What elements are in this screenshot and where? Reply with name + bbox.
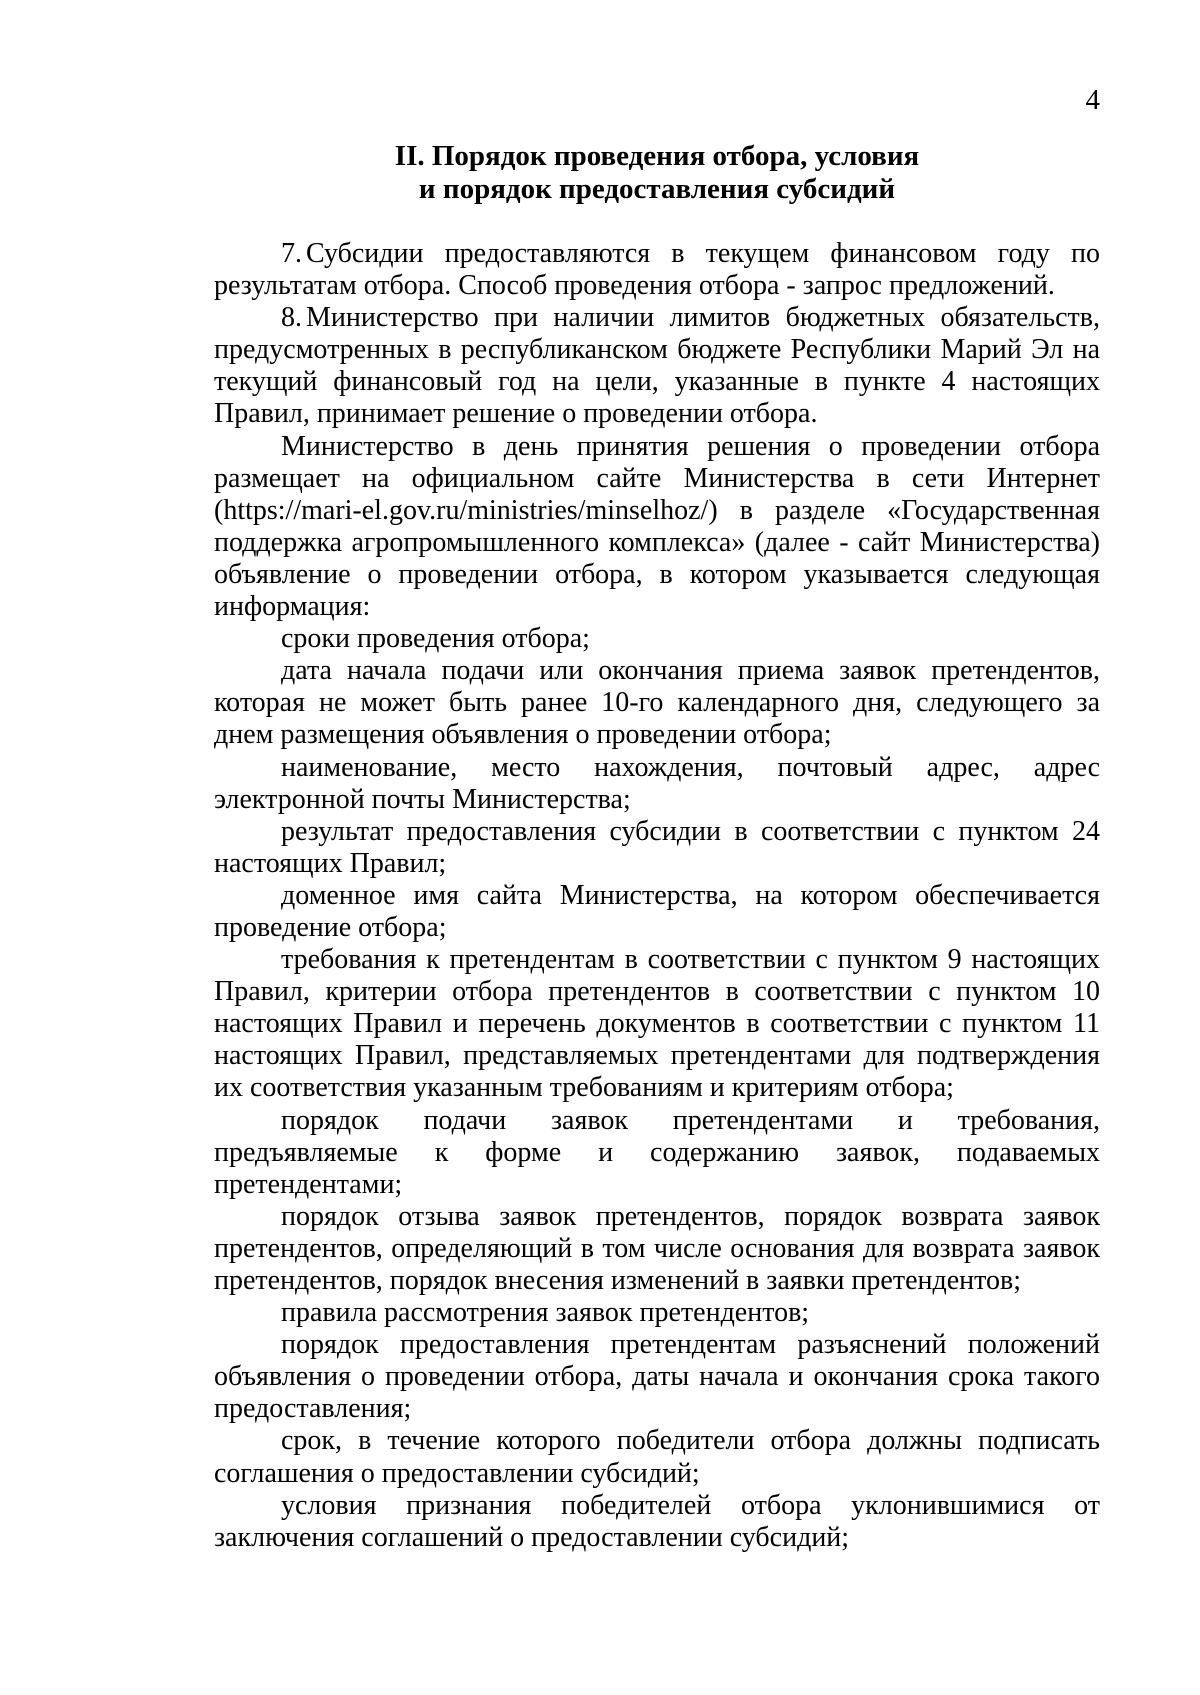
- list-item: условия признания победителей отбора уклонившимися от заключения соглашений о предоставлении субсидий;: [214, 1489, 1100, 1553]
- section-heading: [214, 140, 1100, 206]
- paragraph-text: Министерство при наличии лимитов бюджетных обязательств, предусмотренных в республиканском бюджете Республики Марий Эл на текущий финансовый год на цели, указанные в пункте 4 настоящих Правил, принимает решение о проведении отбора.: [214, 302, 1100, 430]
- list-item: порядок предоставления претендентам разъяснений положений объявления о проведении отбора, даты начала и окончания срока такого предоставления;: [214, 1329, 1100, 1425]
- paragraph-text: Субсидии предоставляются в текущем финансовом году по результатам отбора. Способ проведения отбора - запрос предложений.: [214, 238, 1100, 302]
- page-number: 4: [1085, 84, 1100, 116]
- list-item: требования к претендентам в соответствии с пунктом 9 настоящих Правил, критерии отбора претендентов в соответствии с пунктом 10 настоящих Правил и перечень документов в соответствии с пунктом 11 настоящих Правил, представляемых претендентами для подтверждения их соответствия указанным требованиям и критериям отбора;: [214, 944, 1100, 1104]
- list-item: правила рассмотрения заявок претендентов;: [281, 1297, 810, 1329]
- list-item: порядок подачи заявок претендентами и требования, предъявляемые к форме и содержанию заявок, подаваемых претендентами;: [214, 1104, 1100, 1200]
- list-item: доменное имя сайта Министерства, на котором обеспечивается проведение отбора;: [214, 879, 1100, 943]
- list-item: срок, в течение которого победители отбора должны подписать соглашения о предоставлении субсидий;: [214, 1425, 1100, 1489]
- paragraph-8: [214, 302, 1100, 430]
- document-body: [214, 238, 1100, 1554]
- section-heading-line-1: II. Порядок проведения отбора, условия: [394, 140, 920, 172]
- paragraph-number: 8.: [281, 302, 302, 334]
- list-item: порядок отзыва заявок претендентов, порядок возврата заявок претендентов, определяющий в том числе основания для возврата заявок претендентов, порядок внесения изменений в заявки претендентов;: [214, 1200, 1100, 1296]
- list-item: результат предоставления субсидии в соответствии с пунктом 24 настоящих Правил;: [214, 815, 1100, 879]
- section-heading-line-2: и порядок предоставления субсидий: [418, 173, 896, 205]
- paragraph-announcement: Министерство в день принятия решения о проведении отбора размещает на официальном сайте Министерства в сети Интернет (https://mari-el.gov.ru/ministries/minselhoz/) в разделе «Государственная поддержка агропромышленного комплекса» (далее - сайт Министерства) объявление о проведении отбора, в котором указывается следующая информация:: [214, 430, 1100, 623]
- paragraph-number: 7.: [281, 238, 302, 269]
- list-item: сроки проведения отбора;: [281, 623, 590, 655]
- paragraph-7: [214, 238, 1100, 302]
- list-item: наименование, место нахождения, почтовый адрес, адрес электронной почты Министерства;: [214, 751, 1100, 815]
- list-item: дата начала подачи или окончания приема заявок претендентов, которая не может быть ранее 10-го календарного дня, следующего за днем размещения объявления о проведении отбора;: [214, 655, 1100, 751]
